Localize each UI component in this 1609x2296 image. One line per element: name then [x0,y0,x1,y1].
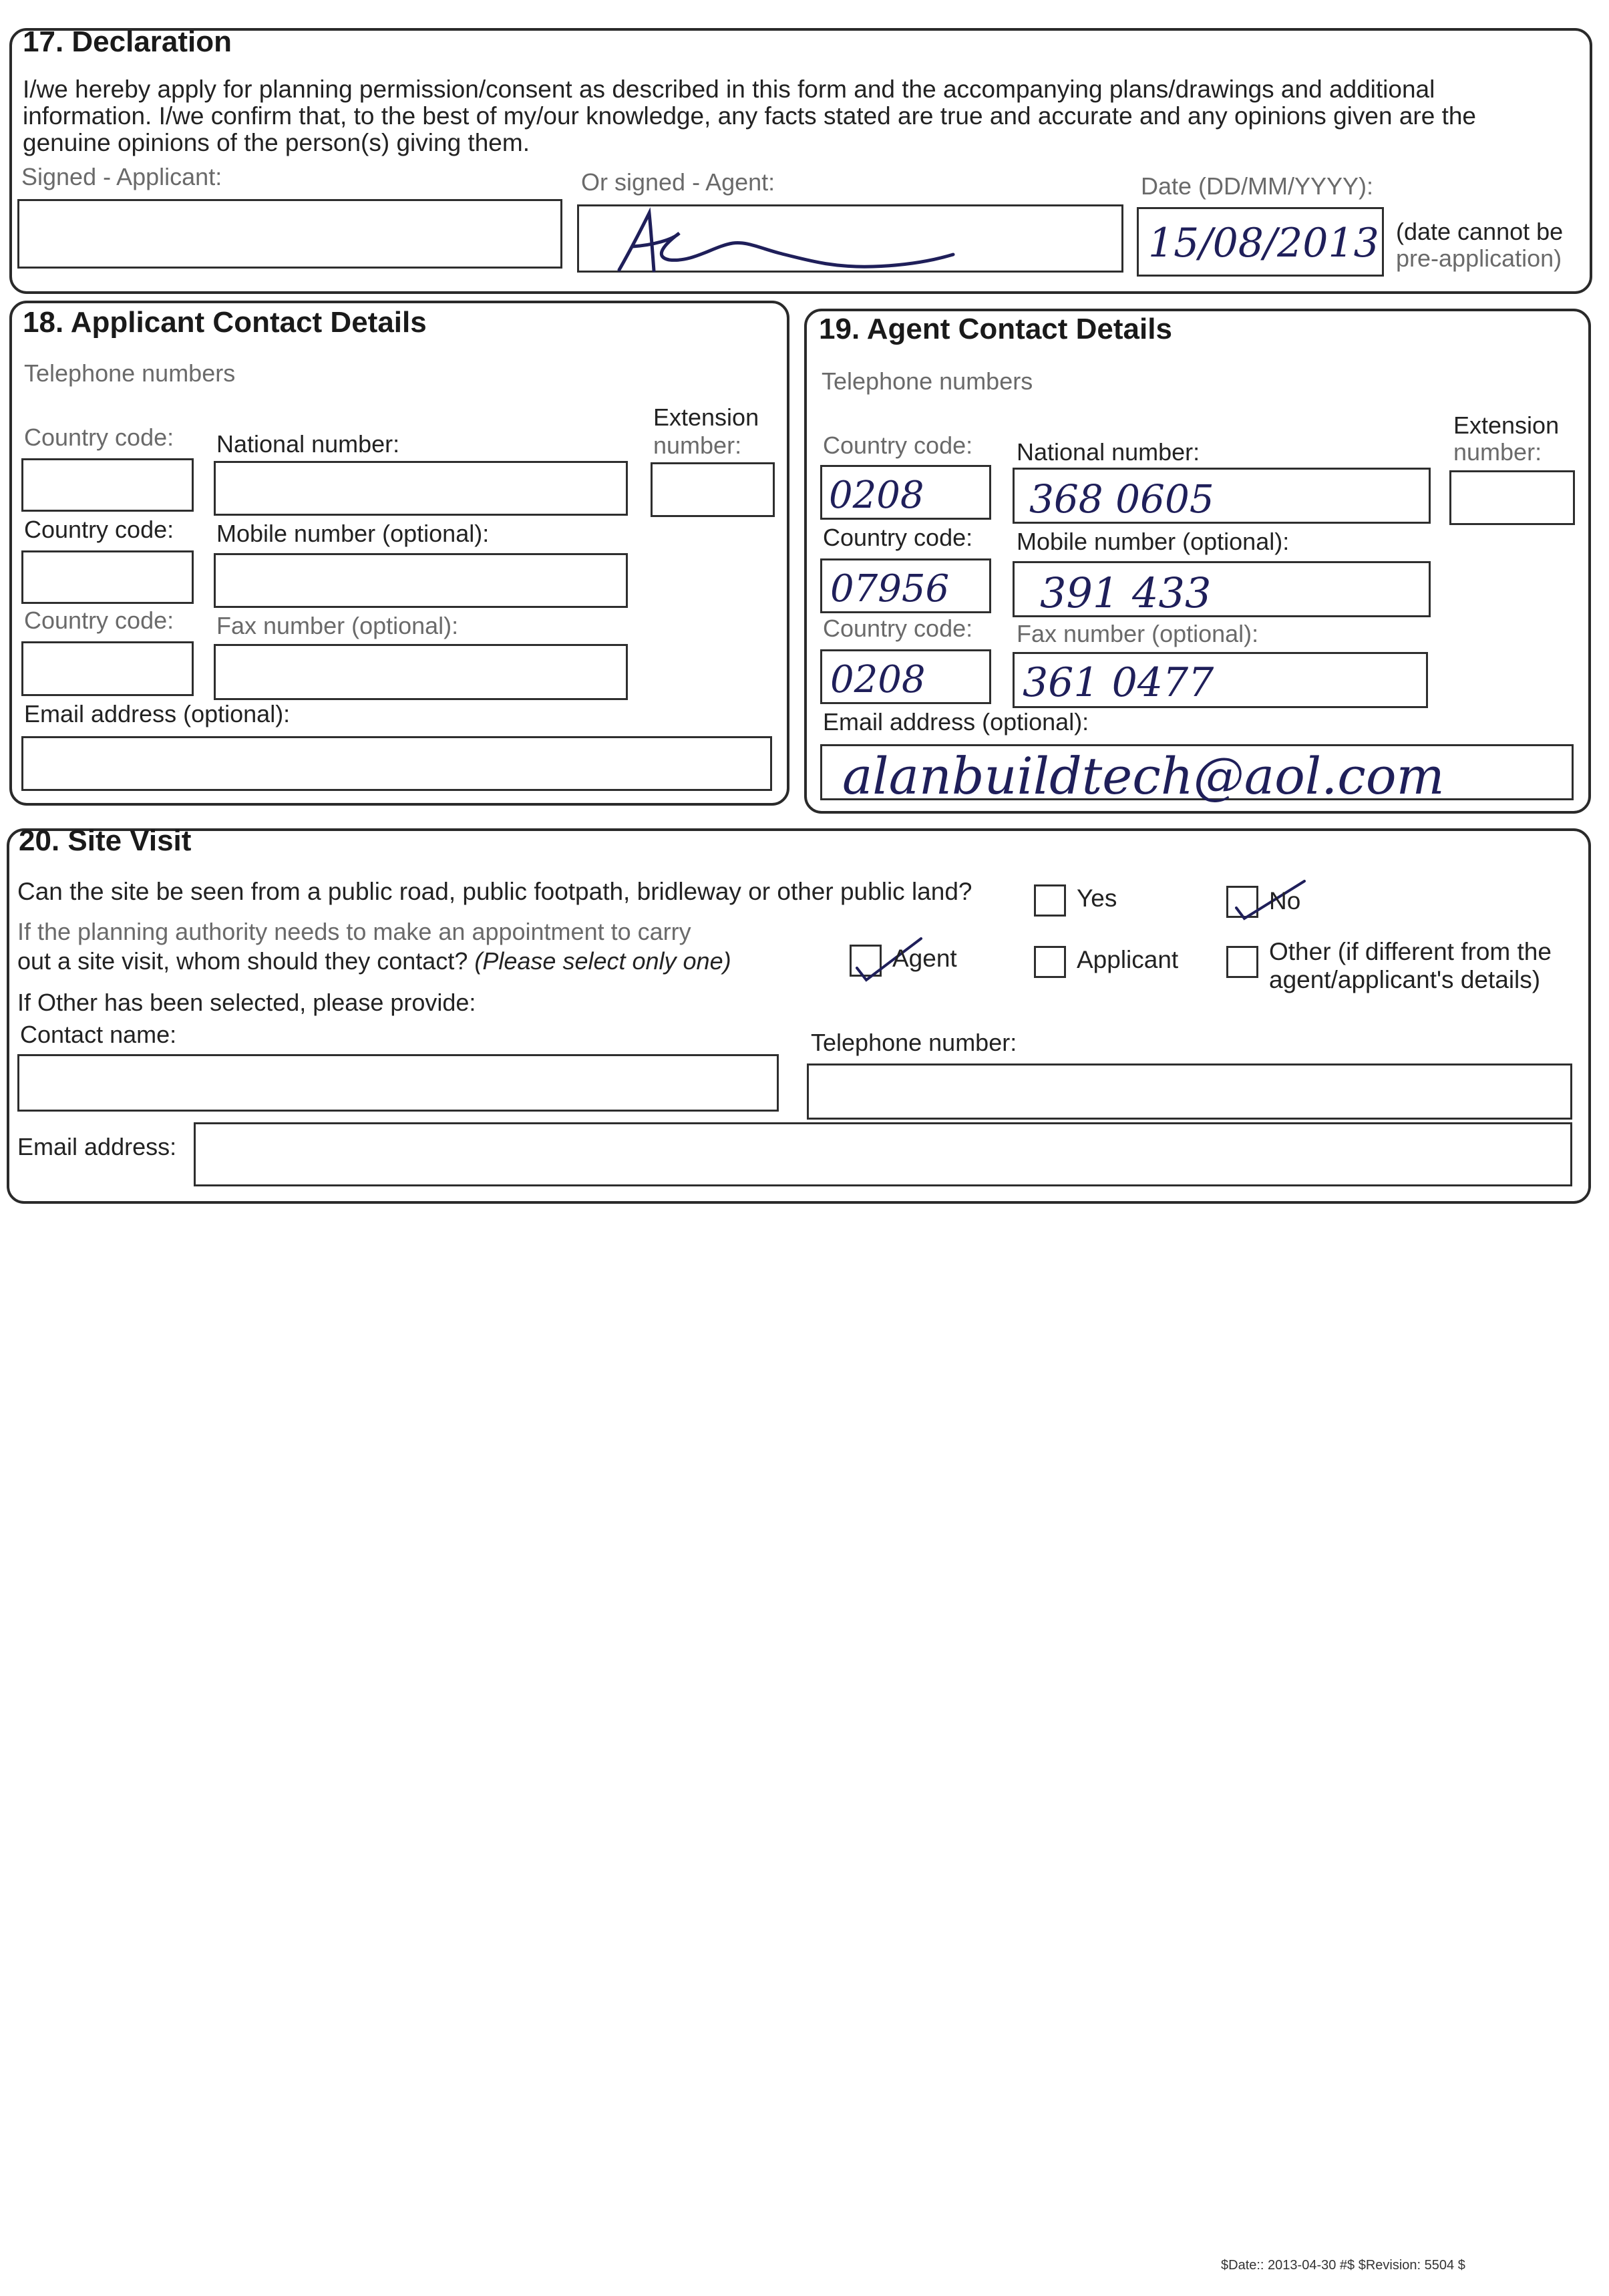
contact-other-checkbox[interactable] [1226,946,1258,978]
agent-fax-label: Fax number (optional): [1017,620,1259,647]
revision-footer: $Date:: 2013-04-30 #$ $Revision: 5504 $ [1221,2258,1465,2273]
applicant-national-number-field[interactable] [214,461,628,516]
applicant-country-code-label: Country code: [24,424,174,451]
date-field[interactable] [1137,207,1384,277]
declaration-text-line2: information. I/we confirm that, to the best of my/our knowledge, any facts stated are true and accurate and any opinions given are the [23,102,1477,130]
agent-mobile-number-field[interactable] [1013,561,1431,617]
site-visible-no-checkbox[interactable] [1226,886,1258,918]
site-visit-email-field[interactable] [194,1122,1572,1186]
applicant-telephone-label: Telephone numbers [24,359,236,387]
agent-signature [579,206,1125,275]
declaration-text-line3: genuine opinions of the person(s) giving them. [23,129,530,156]
applicant-email-field[interactable] [21,736,772,791]
telephone-number-field[interactable] [807,1063,1572,1120]
site-visit-email-label: Email address: [17,1133,177,1160]
site-visit-question-2-line2 [17,947,731,975]
agent-country-code-field[interactable] [820,465,991,520]
agent-email-field[interactable] [820,744,1574,806]
applicant-mobile-country-code-label: Country code: [24,516,174,543]
agent-extension-field[interactable] [1449,470,1575,525]
agent-fax-country-code-value: 0208 [830,658,926,701]
site-visit-title: 20. Site Visit [19,824,192,857]
declaration-text-line1: I/we hereby apply for planning permission/consent as described in this form and the accompanying plans/drawings and additional [23,75,1435,103]
agent-mobile-country-code-label: Country code: [823,524,973,551]
signed-agent-field[interactable] [577,204,1123,273]
telephone-number-label: Telephone number: [811,1029,1017,1056]
date-value: 15/08/2013 [1148,220,1379,267]
signed-agent-label: Or signed - Agent: [581,168,775,196]
agent-mobile-country-code-field[interactable] [820,558,991,613]
applicant-fax-country-code-label: Country code: [24,607,174,634]
agent-country-code-label: Country code: [823,432,973,459]
applicant-mobile-number-field[interactable] [214,553,628,608]
applicant-fax-number-field[interactable] [214,644,628,700]
agent-extension-label-1: Extension [1453,412,1560,439]
applicant-extension-label-1: Extension [653,403,759,431]
contact-name-label: Contact name: [20,1021,177,1048]
agent-contact-title: 19. Agent Contact Details [819,313,1172,345]
signed-applicant-field[interactable] [17,199,562,269]
agent-fax-country-code-label: Country code: [823,615,973,642]
applicant-mobile-label: Mobile number (optional): [216,520,490,547]
agent-email-value: alanbuildtech@aol.com [842,746,1445,806]
declaration-title: 17. Declaration [23,25,232,58]
agent-email-label: Email address (optional): [823,708,1089,735]
contact-applicant-checkbox[interactable] [1034,946,1066,978]
applicant-national-number-label: National number: [216,430,400,458]
agent-fax-country-code-field[interactable] [820,649,991,704]
applicant-email-label: Email address (optional): [24,700,291,727]
agent-mobile-country-code-value: 07956 [830,567,950,611]
site-visit-question-1: Can the site be seen from a public road, public footpath, bridleway or other public land? [17,878,972,905]
date-note-line2: pre-application) [1396,244,1562,272]
contact-name-field[interactable] [17,1054,779,1112]
agent-telephone-label: Telephone numbers [822,367,1033,395]
site-visit-question-2-line1: If the planning authority needs to make an appointment to carry [17,918,691,945]
other-prompt: If Other has been selected, please provide: [17,989,476,1016]
site-visible-no-label: No [1269,887,1301,915]
agent-extension-label-2: number: [1453,438,1542,466]
agent-country-code-value: 0208 [829,474,924,517]
applicant-country-code-field[interactable] [21,458,194,512]
applicant-fax-label: Fax number (optional): [216,612,459,639]
agent-fax-number-field[interactable] [1013,652,1428,708]
applicant-extension-label-2: number: [653,432,742,459]
contact-other-label-1: Other (if different from the [1269,938,1552,965]
site-visit-question-2-note: (Please select only one) [474,947,731,975]
date-note-line1: (date cannot be [1396,218,1564,245]
applicant-mobile-country-code-field[interactable] [21,550,194,604]
agent-national-number-field[interactable] [1013,468,1431,524]
contact-agent-checkbox[interactable] [850,945,882,977]
contact-other-label-2: agent/applicant's details) [1269,966,1541,993]
applicant-contact-title: 18. Applicant Contact Details [23,306,427,339]
agent-mobile-number-value: 391 433 [1040,568,1212,617]
agent-fax-number-value: 361 0477 [1023,659,1214,706]
applicant-extension-field[interactable] [651,462,775,517]
contact-applicant-label: Applicant [1077,946,1179,973]
agent-mobile-label: Mobile number (optional): [1017,528,1290,555]
date-label: Date (DD/MM/YYYY): [1141,172,1374,200]
site-visible-yes-checkbox[interactable] [1034,884,1066,917]
agent-national-number-label: National number: [1017,438,1200,466]
signed-applicant-label: Signed - Applicant: [21,163,222,190]
agent-national-number-value: 368 0605 [1029,476,1214,522]
site-visible-yes-label: Yes [1077,884,1117,912]
contact-agent-label: Agent [892,945,957,972]
site-visit-question-2-text: out a site visit, whom should they contact? [17,947,468,975]
applicant-fax-country-code-field[interactable] [21,641,194,696]
